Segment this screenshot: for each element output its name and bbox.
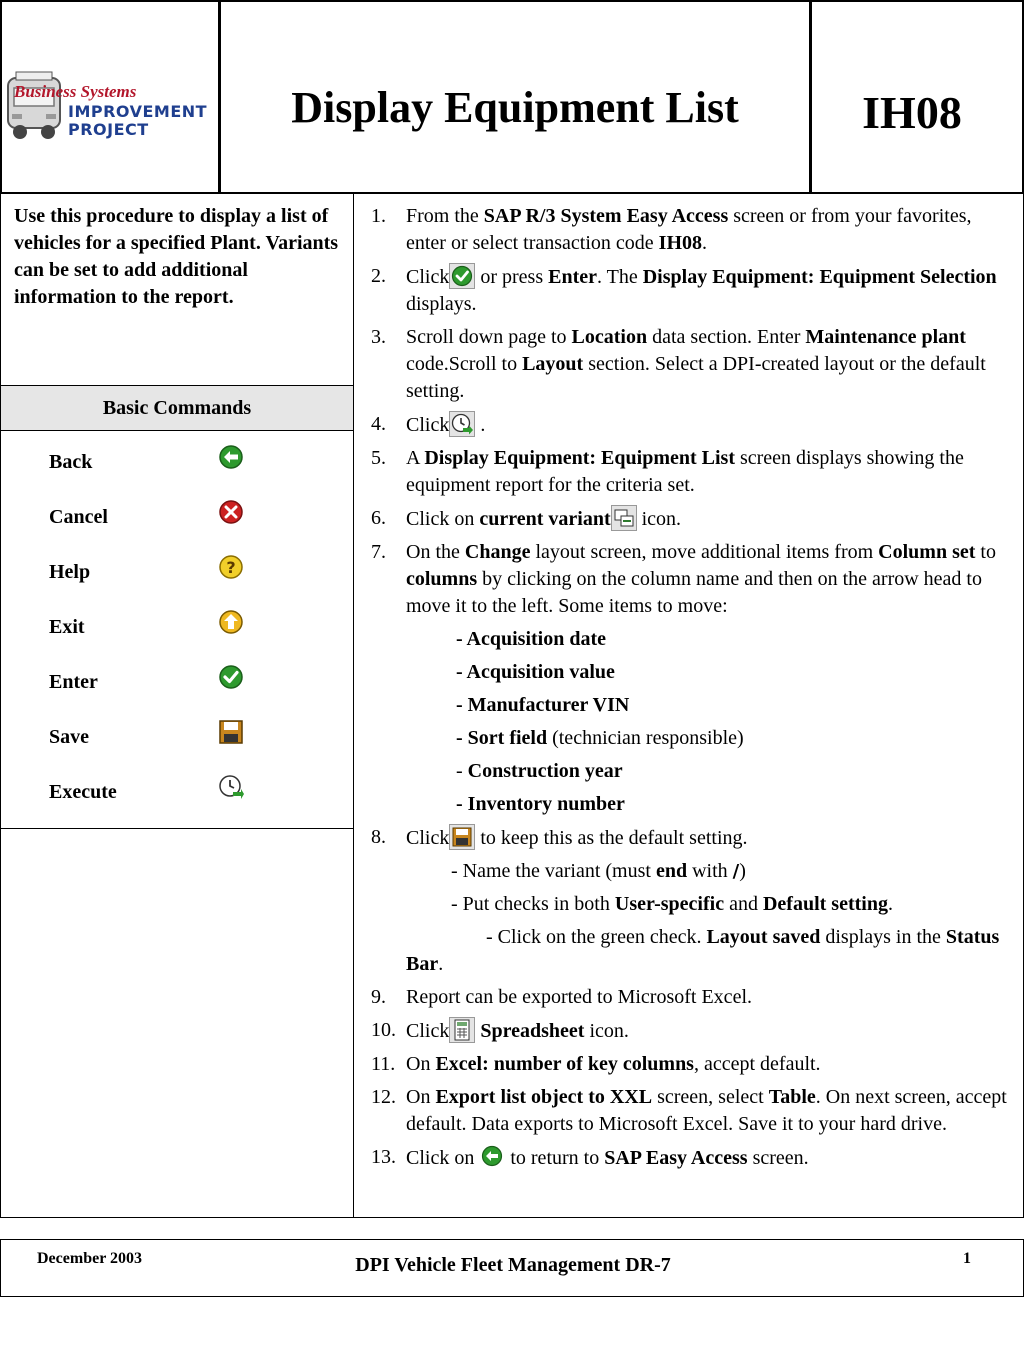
spreadsheet-icon xyxy=(449,1017,475,1043)
current-variant-icon xyxy=(611,505,637,531)
step-8-sub-checks xyxy=(371,891,1013,918)
step-bold: Layout saved xyxy=(706,926,821,948)
step-12 xyxy=(371,1084,1013,1138)
move-item-sort-field xyxy=(371,725,1013,752)
page-title: Display Equipment List xyxy=(291,83,739,132)
step-bold: Export list object to XXL xyxy=(435,1086,653,1108)
step-number: 12. xyxy=(371,1086,396,1108)
move-item-manufacturer-vin xyxy=(371,692,1013,719)
command-label: Cancel xyxy=(49,506,108,528)
move-item-label: - Sort field xyxy=(456,727,548,749)
step-3 xyxy=(371,324,1013,405)
move-item-note: (technician responsible) xyxy=(547,727,744,749)
basic-commands-list xyxy=(1,431,353,829)
step-text: Click xyxy=(406,1020,450,1042)
step-number: 5. xyxy=(371,447,386,469)
logo-line-improvement: IMPROVEMENT xyxy=(68,102,208,121)
step-number: 6. xyxy=(371,507,386,529)
step-text: to return to xyxy=(505,1147,605,1169)
step-bold: Excel: number of key columns xyxy=(435,1053,694,1075)
step-text: Click xyxy=(406,414,450,436)
basic-commands-heading: Basic Commands xyxy=(1,385,353,431)
step-number: 11. xyxy=(371,1053,396,1075)
step-text: . xyxy=(887,893,893,915)
step-bold: / xyxy=(732,861,740,882)
step-text: icon. xyxy=(584,1020,629,1042)
command-back xyxy=(1,443,353,473)
exit-up-arrow-icon xyxy=(217,608,245,636)
step-8-sub-name-variant xyxy=(371,858,1013,885)
step-text: screen, select xyxy=(652,1086,769,1108)
step-number: 7. xyxy=(371,541,386,563)
step-bold: Enter xyxy=(548,266,597,288)
footer-title: DPI Vehicle Fleet Management DR-7 xyxy=(355,1254,671,1276)
step-text: by clicking on the column name and then on the arrow head to move it to the left. Some items to move: xyxy=(406,568,982,617)
step-text: layout screen, move additional items from xyxy=(530,541,879,563)
save-disk-icon xyxy=(449,824,475,850)
step-number: 4. xyxy=(371,413,386,435)
step-text: data section. Enter xyxy=(647,326,806,348)
command-cancel xyxy=(1,498,353,528)
step-9 xyxy=(371,984,1013,1011)
execute-clock-icon xyxy=(217,773,245,801)
step-bold: current variant xyxy=(479,508,611,530)
step-text: or press xyxy=(475,266,549,288)
step-number: 13. xyxy=(371,1146,396,1168)
logo-line-business-systems: Business Systems xyxy=(14,82,137,101)
procedure-steps xyxy=(371,203,1013,1178)
save-disk-icon xyxy=(217,718,245,746)
move-item-acquisition-value xyxy=(371,659,1013,686)
step-8 xyxy=(371,824,1013,852)
step-text: to keep this as the default setting. xyxy=(475,827,748,849)
step-text: Click on xyxy=(406,508,480,530)
step-bold: Default setting xyxy=(762,893,888,915)
step-text: - Name the variant (must xyxy=(451,860,656,882)
execute-clock-icon xyxy=(449,411,475,437)
step-text: to xyxy=(975,541,996,563)
command-label: Save xyxy=(49,726,89,748)
column-divider xyxy=(353,193,354,1217)
step-number: 2. xyxy=(371,265,386,287)
step-text: From the xyxy=(406,205,484,227)
step-text: On xyxy=(406,1053,436,1075)
step-text: and xyxy=(724,893,763,915)
bsip-logo xyxy=(4,64,218,148)
step-text: Click xyxy=(406,827,450,849)
step-text: - Click on the green check. xyxy=(486,926,707,948)
command-save xyxy=(1,718,353,748)
step-number: 1. xyxy=(371,205,386,227)
step-text: Click on xyxy=(406,1147,480,1169)
step-text: code.Scroll to xyxy=(406,353,523,375)
move-item-label: Construction year xyxy=(467,760,623,782)
document-header xyxy=(0,0,1024,194)
step-4 xyxy=(371,411,1013,439)
step-6 xyxy=(371,505,1013,533)
move-item-acquisition-date xyxy=(371,626,1013,653)
step-text: Scroll down page to xyxy=(406,326,572,348)
move-item-label: - Acquisition date xyxy=(456,628,607,650)
step-bold: columns xyxy=(406,568,478,590)
svg-text:?: ? xyxy=(226,558,236,577)
step-text: screen or from your favorites, enter or select transaction code xyxy=(406,205,972,254)
step-text: A xyxy=(406,447,425,469)
step-bold: SAP R/3 System Easy Access xyxy=(483,205,729,227)
command-exit xyxy=(1,608,353,638)
step-text: displays. xyxy=(406,293,477,315)
step-text: . The xyxy=(597,266,643,288)
step-number: 10. xyxy=(371,1019,396,1041)
step-10 xyxy=(371,1017,1013,1045)
document-body xyxy=(0,193,1024,1218)
step-11 xyxy=(371,1051,1013,1078)
step-bold: SAP Easy Access xyxy=(604,1147,748,1169)
step-text: , accept default. xyxy=(693,1053,821,1075)
command-label: Enter xyxy=(49,671,98,693)
step-text: screen displays showing the equipment report for the criteria set. xyxy=(406,447,964,496)
step-bold: Layout xyxy=(522,353,584,375)
move-item-label: - Acquisition value xyxy=(456,661,615,683)
enter-check-icon xyxy=(217,663,245,691)
step-bold: Spreadsheet xyxy=(480,1020,585,1042)
step-1 xyxy=(371,203,1013,257)
cancel-x-icon xyxy=(217,498,245,526)
step-number: 3. xyxy=(371,326,386,348)
step-bold: Table xyxy=(768,1086,816,1108)
transaction-code: IH08 xyxy=(862,87,962,138)
command-label: Execute xyxy=(49,781,117,803)
procedure-intro: Use this procedure to display a list of vehicles for a specified Plant. Variants can be set to add additional information to the report. xyxy=(14,205,339,308)
step-bold: Column set xyxy=(878,541,976,563)
step-bold: Display Equipment: Equipment Selection xyxy=(642,266,997,288)
step-bold: Location xyxy=(571,326,648,348)
back-arrow-icon xyxy=(479,1144,505,1170)
move-item-inventory-number xyxy=(371,791,1013,818)
step-text: ) xyxy=(739,860,746,882)
enter-check-icon xyxy=(449,263,475,289)
step-text: - Put checks in both xyxy=(451,893,615,915)
step-bold: IH08 xyxy=(658,232,702,254)
code-cell xyxy=(812,2,1022,192)
move-item-label: - Inventory number xyxy=(456,793,625,815)
step-text: section. Select a DPI-created layout or the default setting. xyxy=(406,353,986,402)
command-label: Help xyxy=(49,561,91,583)
step-text: On the xyxy=(406,541,465,563)
step-8-sub-green-check xyxy=(371,924,1013,978)
title-cell xyxy=(221,2,812,192)
step-text: On xyxy=(406,1086,436,1108)
move-item-label: - Manufacturer VIN xyxy=(456,694,630,716)
command-enter xyxy=(1,663,353,693)
step-bold: Display Equipment: Equipment List xyxy=(424,447,735,469)
footer-date: December 2003 xyxy=(37,1250,142,1267)
step-text: . xyxy=(475,414,486,436)
step-13 xyxy=(371,1144,1013,1172)
logo-cell xyxy=(2,2,221,192)
document-footer xyxy=(0,1239,1024,1297)
step-bold: User-specific xyxy=(614,893,725,915)
step-text: Click xyxy=(406,266,450,288)
step-7 xyxy=(371,539,1013,620)
step-bold: end xyxy=(655,860,688,882)
step-text: screen. xyxy=(747,1147,809,1169)
step-text: with xyxy=(687,860,733,882)
step-5 xyxy=(371,445,1013,499)
help-question-icon xyxy=(217,553,245,581)
step-number: 8. xyxy=(371,826,386,848)
command-help xyxy=(1,553,353,583)
command-label: Back xyxy=(49,451,93,473)
move-item-construction-year xyxy=(371,758,1013,785)
move-item-dash: - xyxy=(456,760,468,782)
command-execute xyxy=(1,773,353,803)
back-arrow-icon xyxy=(217,443,245,471)
step-bold: Maintenance plant xyxy=(805,326,966,348)
step-text: . On next screen, accept default. Data exports to Microsoft Excel. Save it to your hard drive. xyxy=(406,1086,1007,1135)
step-text: displays in the xyxy=(820,926,946,948)
step-number: 9. xyxy=(371,986,386,1008)
step-text: icon. xyxy=(636,508,682,530)
page-number: 1 xyxy=(963,1250,971,1267)
logo-line-project: PROJECT xyxy=(68,120,149,139)
step-bold: Change xyxy=(464,541,531,563)
step-bold: Status Bar xyxy=(406,926,1000,975)
command-label: Exit xyxy=(49,616,85,638)
step-text: . xyxy=(438,953,444,975)
step-text: Report can be exported to Microsoft Excel. xyxy=(406,986,752,1008)
step-text: . xyxy=(702,232,707,254)
step-2 xyxy=(371,263,1013,318)
